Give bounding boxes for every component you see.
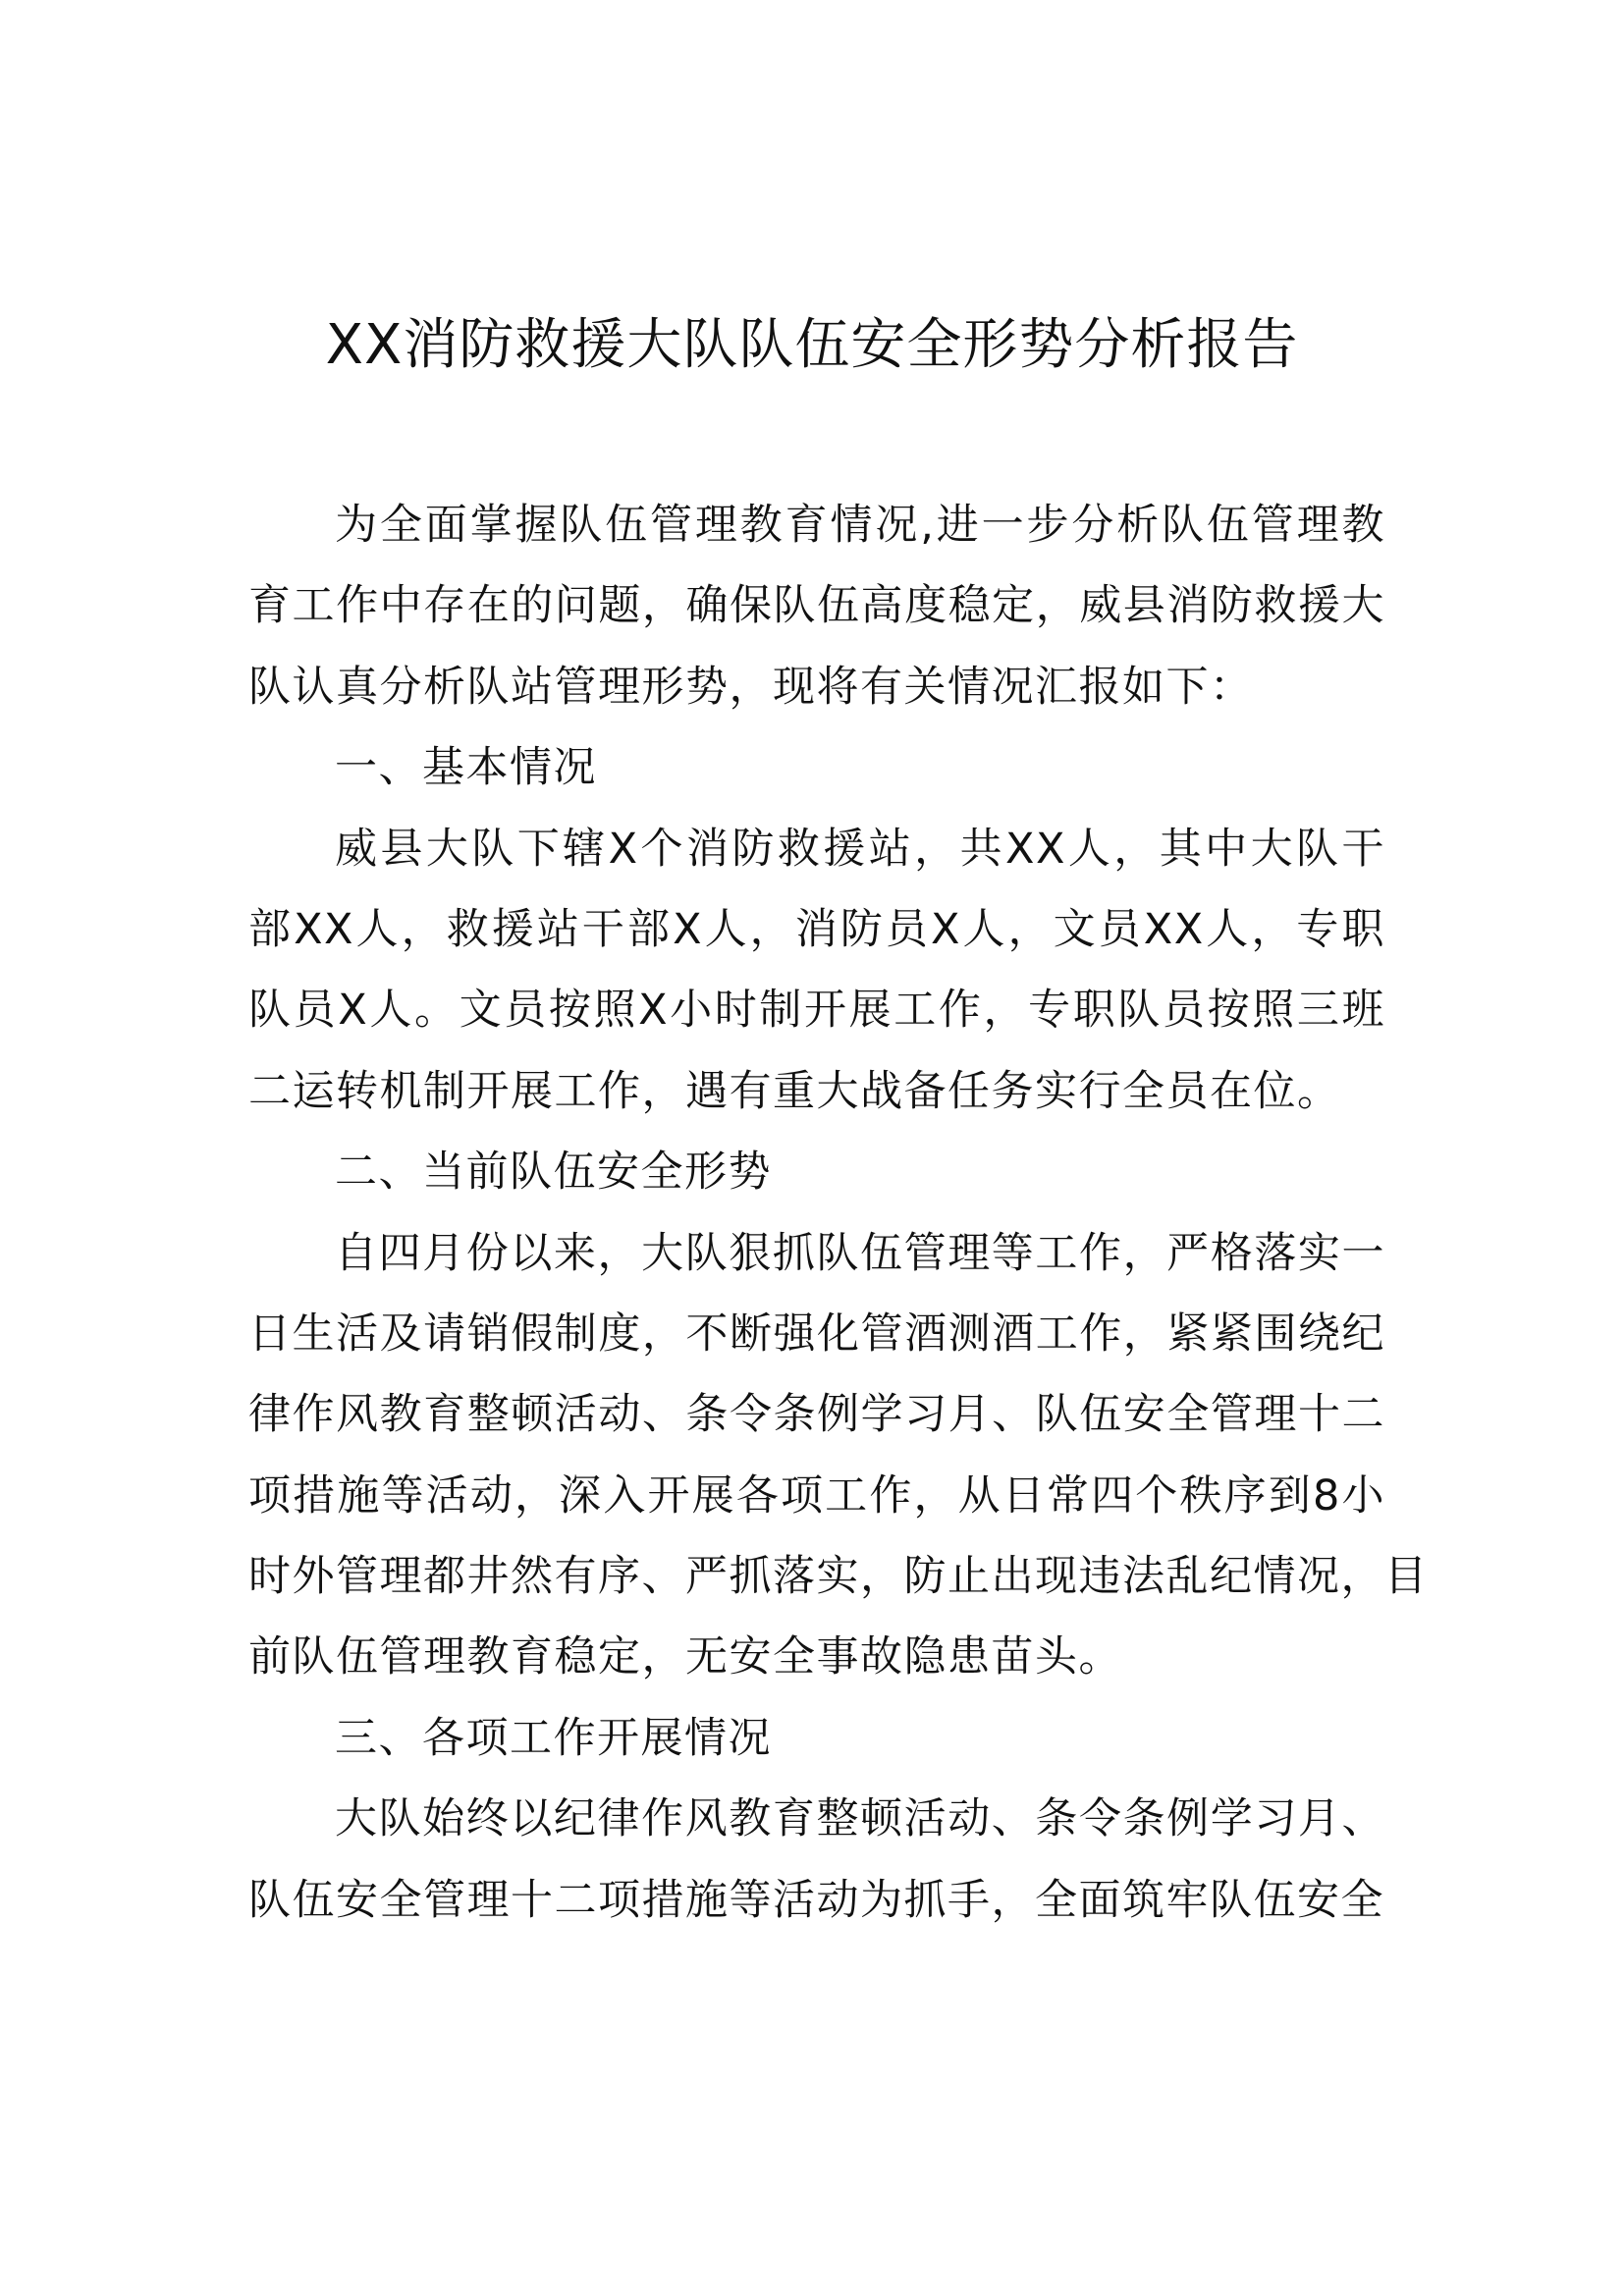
text-line: 育工作中存在的问题，确保队伍高度稳定，威县消防救援大	[248, 581, 1385, 631]
text-line: 队伍安全管理十二项措施等活动为抓手，全面筑牢队伍安全	[248, 1875, 1384, 1925]
text-line: 威县大队下辖X个消防救援站，共XX人，其中大队干	[335, 824, 1385, 874]
paragraph	[248, 1779, 1385, 1941]
text-line: 二运转机制开展工作，遇有重大战备任务实行全员在位。	[248, 1066, 1341, 1116]
text-line: 自四月份以来，大队狠抓队伍管理等工作，严格落实一	[335, 1228, 1385, 1278]
section-heading	[248, 1132, 1385, 1212]
text-line: 为全面掌握队伍管理教育情况,进一步分析队伍管理教	[335, 501, 1385, 550]
section-heading	[248, 727, 1385, 808]
text-line: 部XX人，救援站干部X人，消防员X人，文员XX人，专职	[248, 904, 1385, 954]
document-body	[248, 485, 1429, 1941]
text-line: 队认真分析队站管理形势，现将有关情况汇报如下：	[248, 662, 1254, 712]
text-line: 队员X人。文员按照X小时制开展工作，专职队员按照三班	[248, 986, 1385, 1036]
text-line: 大队始终以纪律作风教育整顿活动、条令条例学习月、	[335, 1794, 1385, 1844]
text-line: 三、各项工作开展情况	[335, 1713, 772, 1763]
section-heading	[248, 1698, 1385, 1779]
paragraph	[248, 809, 1385, 1133]
text-line: 日生活及请销假制度，不断强化管酒测酒工作，紧紧围绕纪	[248, 1308, 1385, 1359]
text-line: 一、基本情况	[335, 743, 597, 793]
text-line: 前队伍管理教育稳定，无安全事故隐患苗头。	[248, 1632, 1122, 1682]
paragraph	[248, 1213, 1429, 1698]
text-line: 时外管理都井然有序、严抓落实，防止出现违法乱纪情况，目	[248, 1552, 1429, 1602]
text-line: 项措施等活动，深入开展各项工作，从日常四个秩序到8小	[248, 1470, 1385, 1521]
document-title: XX消防救援大队队伍安全形势分析报告	[325, 313, 1299, 377]
text-line: 二、当前队伍安全形势	[335, 1148, 772, 1198]
paragraph	[248, 485, 1385, 727]
text-line: 律作风教育整顿活动、条令条例学习月、队伍安全管理十二	[248, 1390, 1385, 1440]
